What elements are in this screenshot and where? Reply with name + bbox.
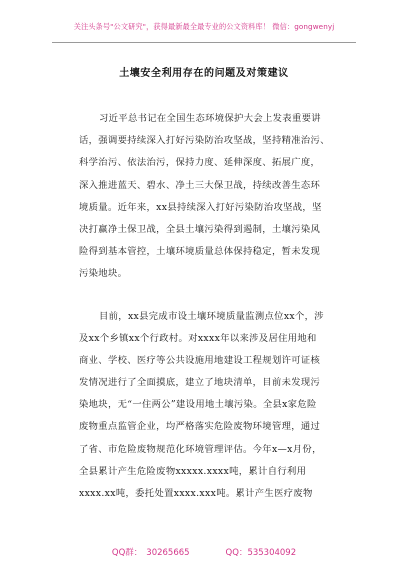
footer-contact bbox=[0, 546, 408, 558]
header-banner: 关注头条号"公文研究"，获得最新最全最专业的公文资料库！ 微信：gongwenyj bbox=[73, 22, 335, 31]
qq-group-label: QQ群： bbox=[111, 548, 143, 558]
text-line: 全县累计产生危险废物xxxxx.xxxx吨，累计自行利用 bbox=[79, 465, 307, 477]
text-line: 话，强调要持续深入打好污染防治攻坚战，坚持精准治污、 bbox=[79, 135, 330, 147]
text-line: 污染地块。 bbox=[79, 268, 128, 280]
text-line: 习近平总书记在全国生态环境保护大会上发表重要讲 bbox=[99, 113, 321, 124]
document-title: 土壤安全利用存在的问题及对策建议 bbox=[119, 68, 289, 79]
qq-number: 535304092 bbox=[247, 548, 297, 558]
text-line: 染地块，无“一住两公”建设用地土壤污染。全县x家危险 bbox=[79, 399, 317, 411]
qq-group-number: 30265665 bbox=[146, 548, 190, 558]
paragraph-spacer bbox=[79, 286, 329, 306]
text-line: 决打赢净土保卫战，全县土壤污染得到遏制，土壤污染风 bbox=[79, 223, 321, 235]
text-line: xxxx.xx吨，委托处置xxxx.xxx吨。累计产生医疗废物 bbox=[79, 488, 313, 499]
text-line: 废物重点监管企业，均严格落实危险废物环境管理，通过 bbox=[79, 421, 321, 433]
qq-label: QQ： bbox=[225, 548, 248, 558]
header-divider bbox=[52, 42, 356, 43]
text-line: 了省、市危险废物规范化环境管理评估。今年x—x月份， bbox=[79, 443, 322, 455]
document-body bbox=[79, 108, 329, 505]
paragraph-1 bbox=[79, 108, 329, 286]
text-line: 发情况进行了全面摸底，建立了地块清单，目前未发现污 bbox=[79, 377, 321, 389]
text-line: 及xx个乡镇xx个行政村。对xxxx年以来涉及居住用地和 bbox=[79, 332, 317, 344]
text-line: 目前，xx县完成市设土壤环境质量监测点位xx个，涉 bbox=[99, 310, 324, 322]
text-line: 深入推进蓝天、碧水、净土三大保卫战，持续改善生态环 bbox=[79, 179, 321, 191]
text-line: 科学治污、依法治污，保持力度、延伸深度、拓展广度， bbox=[79, 157, 321, 169]
text-line: 商业、学校、医疗等公共设施用地建设工程规划许可证核 bbox=[79, 354, 321, 366]
text-line: 险得到基本管控，土壤环境质量总体保持稳定，暂未发现 bbox=[79, 246, 321, 258]
paragraph-2 bbox=[79, 306, 329, 506]
text-line: 境质量。近年来，xx县持续深入打好污染防治攻坚战，坚 bbox=[79, 201, 322, 213]
